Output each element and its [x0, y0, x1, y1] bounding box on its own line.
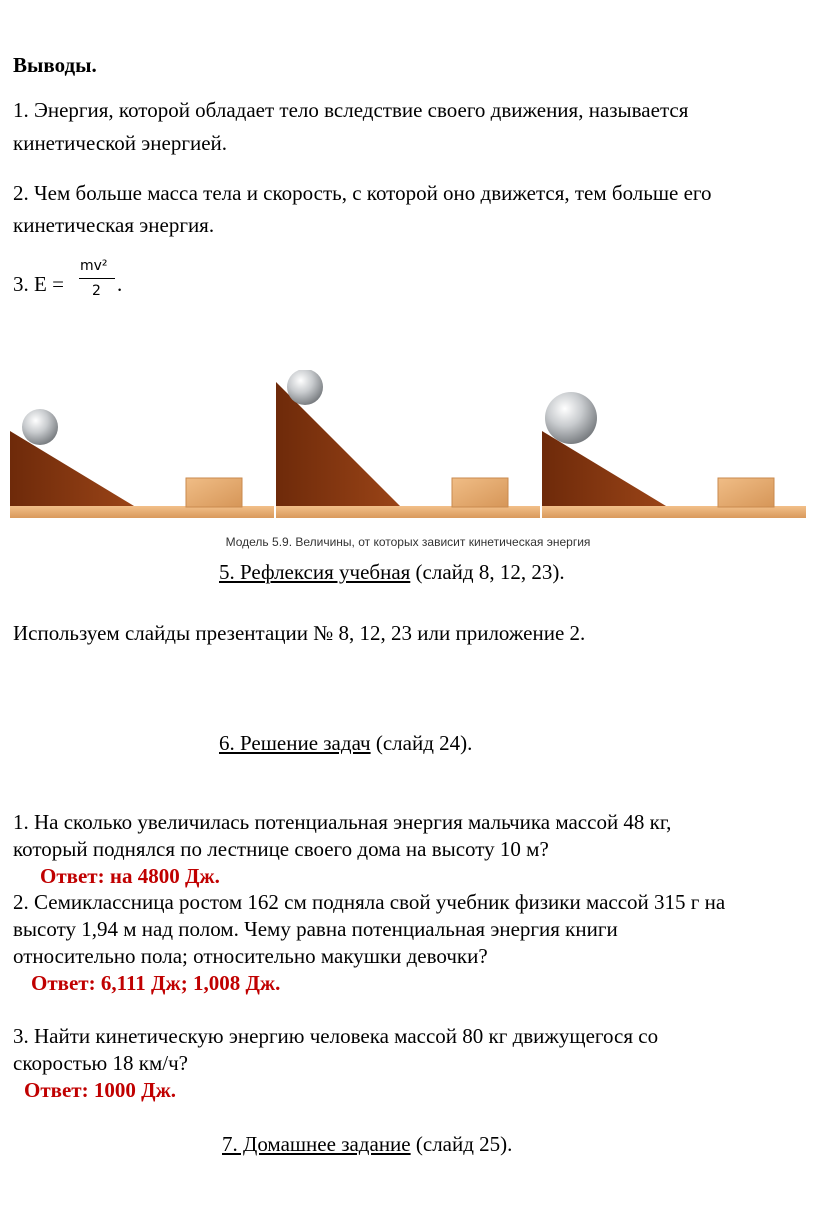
task-3-line-1: 3. Найти кинетическую энергию человека массой 80 кг движущегося со [13, 1024, 659, 1048]
formula-prefix: 3. E = [13, 272, 64, 296]
conclusions-heading: Выводы. [13, 53, 97, 77]
formula-numerator: mv² [80, 258, 108, 274]
reflection-text: Используем слайды презентации № 8, 12, 23 или приложение 2. [13, 621, 586, 645]
task-1-line-2: который поднялся по лестнице своего дома на высоту 10 м? [13, 837, 549, 861]
board-2 [276, 506, 540, 518]
tasks-title-suffix: (слайд 24). [370, 731, 473, 755]
fraction-bar [79, 278, 115, 279]
reflection-title: 5. Рефлексия учебная [219, 560, 411, 584]
ball-1 [22, 409, 58, 445]
homework-title-suffix: (слайд 25). [410, 1132, 513, 1156]
ramp-3 [542, 431, 666, 506]
conclusion-2-line-1: 2. Чем больше масса тела и скорость, с которой оно движется, тем больше его [13, 181, 712, 205]
ramp-1 [10, 431, 134, 506]
block-1 [186, 478, 242, 507]
task-2-line-3: относительно пола; относительно макушки девочки? [13, 944, 488, 968]
ramp-model-2 [276, 370, 540, 518]
board-1 [10, 506, 274, 518]
task-3-answer: Ответ: 1000 Дж. [24, 1078, 177, 1102]
ball-2 [287, 370, 323, 405]
reflection-title-suffix: (слайд 8, 12, 23). [410, 560, 565, 584]
ball-3 [545, 392, 597, 444]
reflection-heading [219, 560, 565, 584]
conclusion-1-line-2: кинетической энергией. [13, 131, 227, 155]
figure-caption: Модель 5.9. Величины, от которых зависит кинетическая энергия [225, 535, 591, 549]
task-3-line-2: скоростью 18 км/ч? [13, 1051, 188, 1075]
formula-denominator: 2 [92, 283, 101, 299]
tasks-title: 6. Решение задач [219, 731, 371, 755]
board-3 [542, 506, 806, 518]
tasks-heading [219, 731, 472, 755]
kinetic-energy-figure [0, 370, 816, 560]
ramp-model-1 [10, 409, 274, 518]
task-2-line-2: высоту 1,94 м над полом. Чему равна потенциальная энергия книги [13, 917, 618, 941]
ramp-model-3 [542, 392, 806, 518]
task-2-line-1: 2. Семиклассница ростом 162 см подняла свой учебник физики массой 315 г на [13, 890, 726, 914]
conclusion-2-line-2: кинетическая энергия. [13, 213, 215, 237]
block-2 [452, 478, 508, 507]
task-1-line-1: 1. На сколько увеличилась потенциальная энергия мальчика массой 48 кг, [13, 810, 672, 834]
conclusion-1-line-1: 1. Энергия, которой обладает тело вследствие своего движения, называется [13, 98, 689, 122]
block-3 [718, 478, 774, 507]
task-2-answer: Ответ: 6,111 Дж; 1,008 Дж. [31, 971, 281, 995]
homework-heading [222, 1132, 512, 1156]
task-1-answer: Ответ: на 4800 Дж. [40, 864, 220, 888]
formula-suffix: . [117, 272, 123, 296]
homework-title: 7. Домашнее задание [222, 1132, 411, 1156]
